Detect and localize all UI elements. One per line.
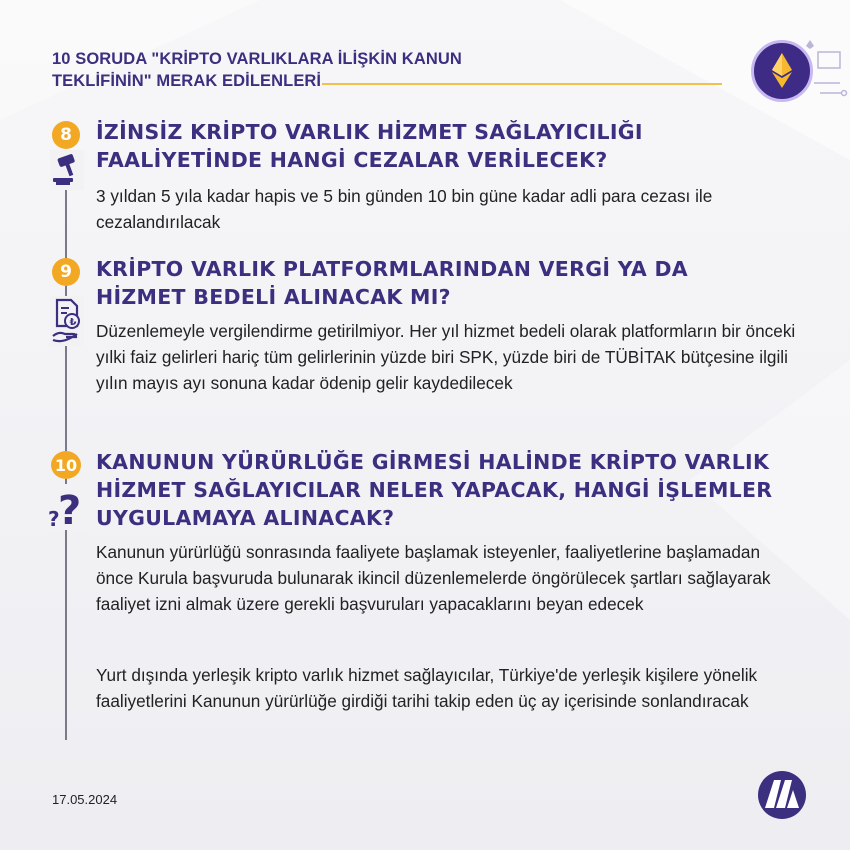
page-title: 10 SORUDA "KRİPTO VARLIKLARA İLİŞKİN KANUN TEKLİFİNİN" MERAK EDİLENLERİ xyxy=(52,50,462,90)
answer-10: Kanunun yürürlüğü sonrasında faaliyete başlamak isteyenler, faaliyetlerine başlamadan önce Kurula başvuruda bulunarak ikincil düzenlemelerde öngörülecek şartları sağlayarak faaliyet izni almak üzere gerekli başvuruları yapacaklarını beyan edecek xyxy=(96,542,771,614)
header-divider xyxy=(322,83,722,85)
svg-text:?: ? xyxy=(48,507,60,530)
circuit-decoration-icon xyxy=(800,38,850,108)
publish-date: 17.05.2024 xyxy=(52,792,118,807)
answer-10-part-2: Yurt dışında yerleşik kripto varlık hizmet sağlayıcılar, Türkiye'de yerleşik kişilere yönelik faaliyetlerini Kanunun yürürlüğe girdiği tarihi takip eden üç ay içerisinde sonlandıracak xyxy=(96,665,758,711)
question-9: KRİPTO VARLIK PLATFORMLARINDAN VERGİ YA DA HİZMET BEDELİ ALINACAK MI? xyxy=(96,257,688,309)
question-10: KANUNUN YÜRÜRLÜĞE GİRMESİ HALİNDE KRİPTO VARLIK HİZMET SAĞLAYICILAR NELER YAPACAK, HANGİ İŞLEMLER UYGULAMAYA ALINACAK? xyxy=(96,450,773,530)
svg-text:?: ? xyxy=(58,488,82,530)
timeline-line xyxy=(65,150,67,740)
answer-8: 3 yıldan 5 yıla kadar hapis ve 5 bin günden 10 bin güne kadar adli para cezası ile cezalandırılacak xyxy=(96,186,713,232)
item-number-10: 10 xyxy=(51,451,81,479)
item-number-9: 9 xyxy=(52,258,80,286)
svg-text:₺: ₺ xyxy=(69,317,77,328)
question-8: İZİNSİZ KRİPTO VARLIK HİZMET SAĞLAYICILIĞI FAALİYETİNDE HANGİ CEZALAR VERİLECEK? xyxy=(96,120,643,172)
question-marks-icon xyxy=(48,484,84,530)
tax-document-icon xyxy=(50,296,84,346)
item-number-8: 8 xyxy=(52,121,80,149)
aa-logo xyxy=(757,770,807,825)
gavel-icon xyxy=(50,150,84,190)
answer-9: Düzenlemeyle vergilendirme getirilmiyor. Her yıl hizmet bedeli olarak platformların bir önceki yılki faiz gelirleri hariç tüm gelirlerinin yüzde biri SPK, yüzde biri de TÜBİTAK bütçesine ilgili yılın mayıs ayı sonuna kadar ödenip gelir kaydedilecek xyxy=(96,321,796,393)
